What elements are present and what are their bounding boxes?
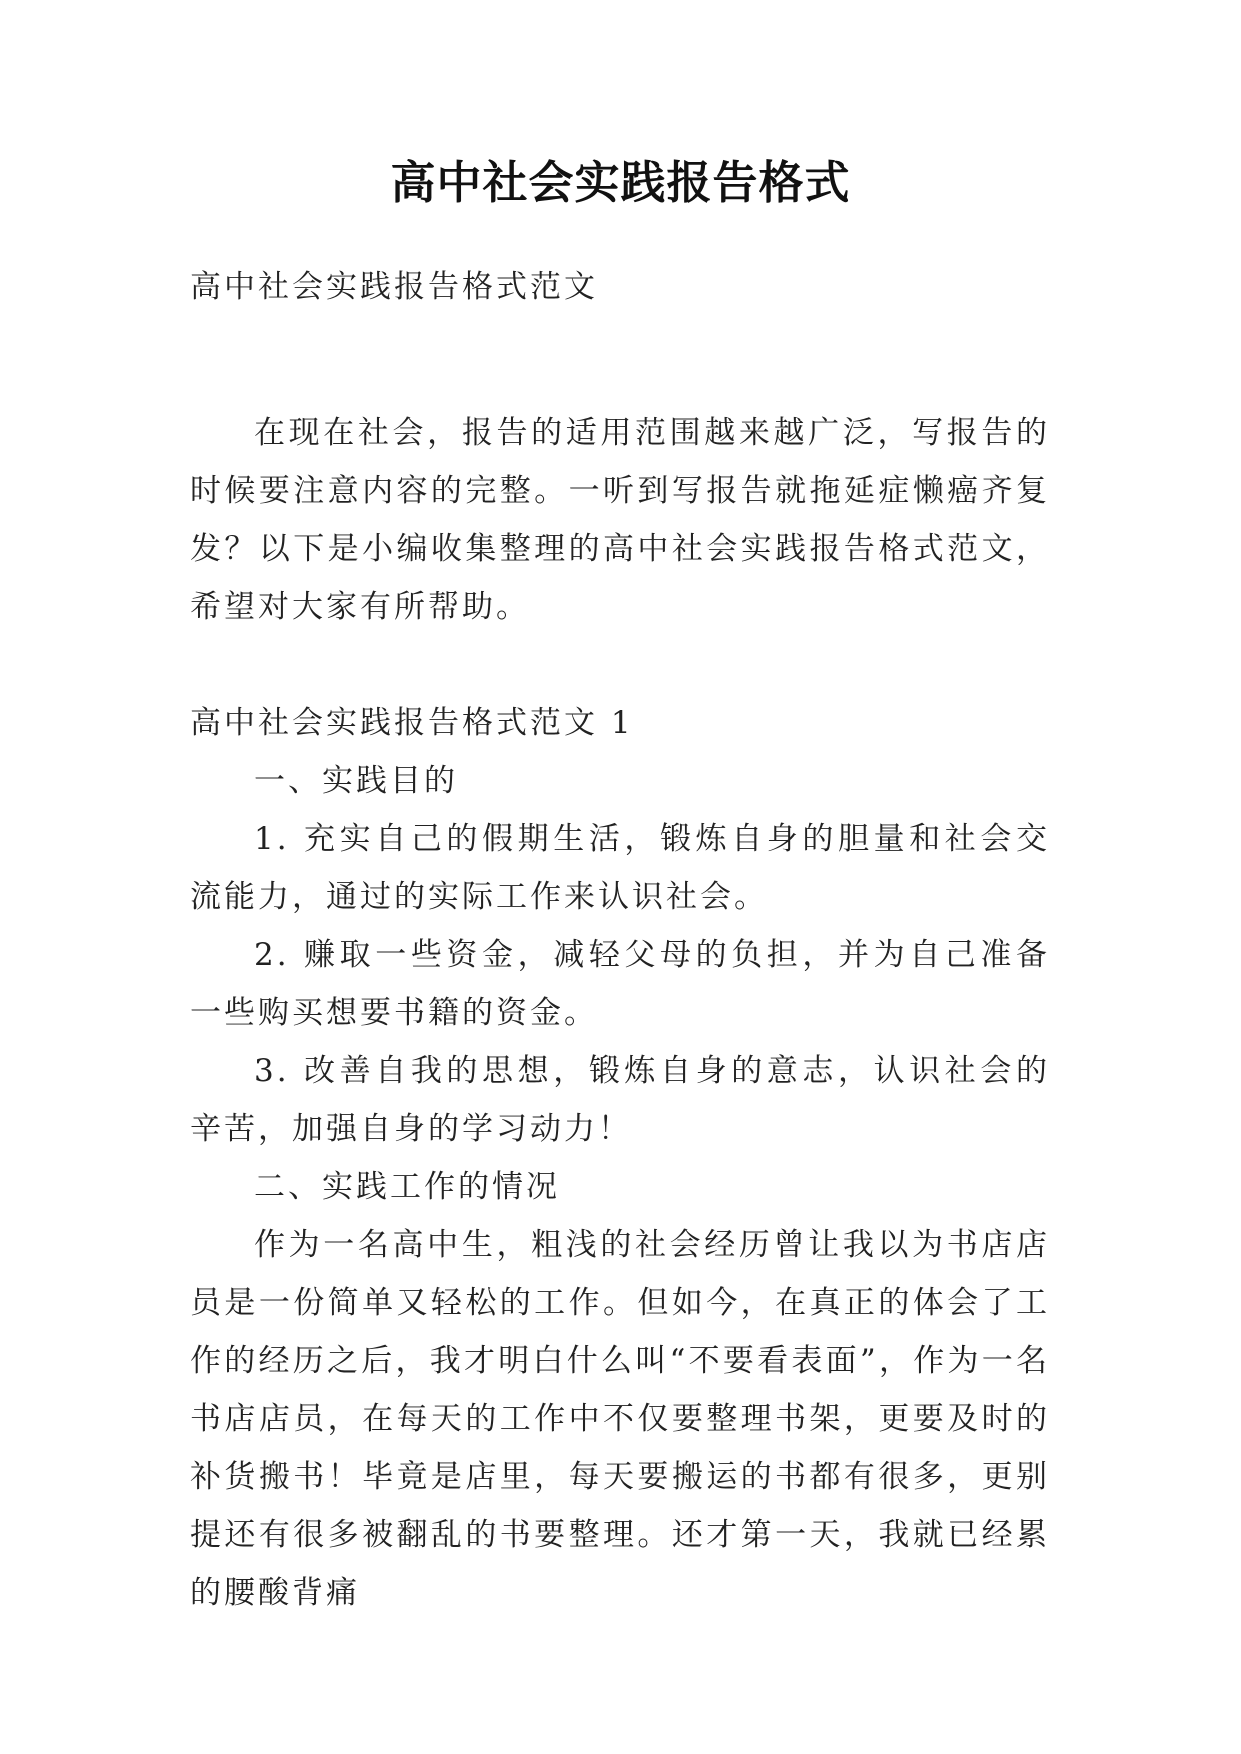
document-subtitle: 高中社会实践报告格式范文 (190, 269, 598, 305)
purpose-item-3: 3. 改善自我的思想，锻炼自身的意志，认识社会的辛苦，加强自身的学习动力！ (190, 1053, 1050, 1147)
purpose-item-2: 2. 赚取一些资金，减轻父母的负担，并为自己准备一些购买想要书籍的资金。 (190, 937, 1050, 1031)
section-subheading-purpose: 一、实践目的 (254, 763, 458, 799)
section-heading: 高中社会实践报告格式范文 1 (190, 705, 634, 741)
purpose-item-1: 1. 充实自己的假期生活，锻炼自身的胆量和社会交流能力，通过的实际工作来认识社会。 (190, 821, 1050, 915)
work-paragraph: 作为一名高中生，粗浅的社会经历曾让我以为书店店员是一份简单又轻松的工作。但如今，在真正的体会了工作的经历之后，我才明白什么叫“不要看表面”，作为一名书店店员，在每天的工作中不仅要整理书架，更要及时的补货搬书！毕竟是店里，每天要搬运的书都有很多，更别提还有很多被翻乱的书要整理。还才第一天，我就已经累的腰酸背痛 (190, 1227, 1050, 1611)
document-title: 高中社会实践报告格式 (390, 156, 851, 209)
intro-paragraph: 在现在社会，报告的适用范围越来越广泛，写报告的时候要注意内容的完整。一听到写报告就拖延症懒癌齐复发？以下是小编收集整理的高中社会实践报告格式范文，希望对大家有所帮助。 (190, 415, 1050, 625)
section-subheading-work: 二、实践工作的情况 (254, 1169, 560, 1205)
report-body (190, 694, 1050, 1622)
